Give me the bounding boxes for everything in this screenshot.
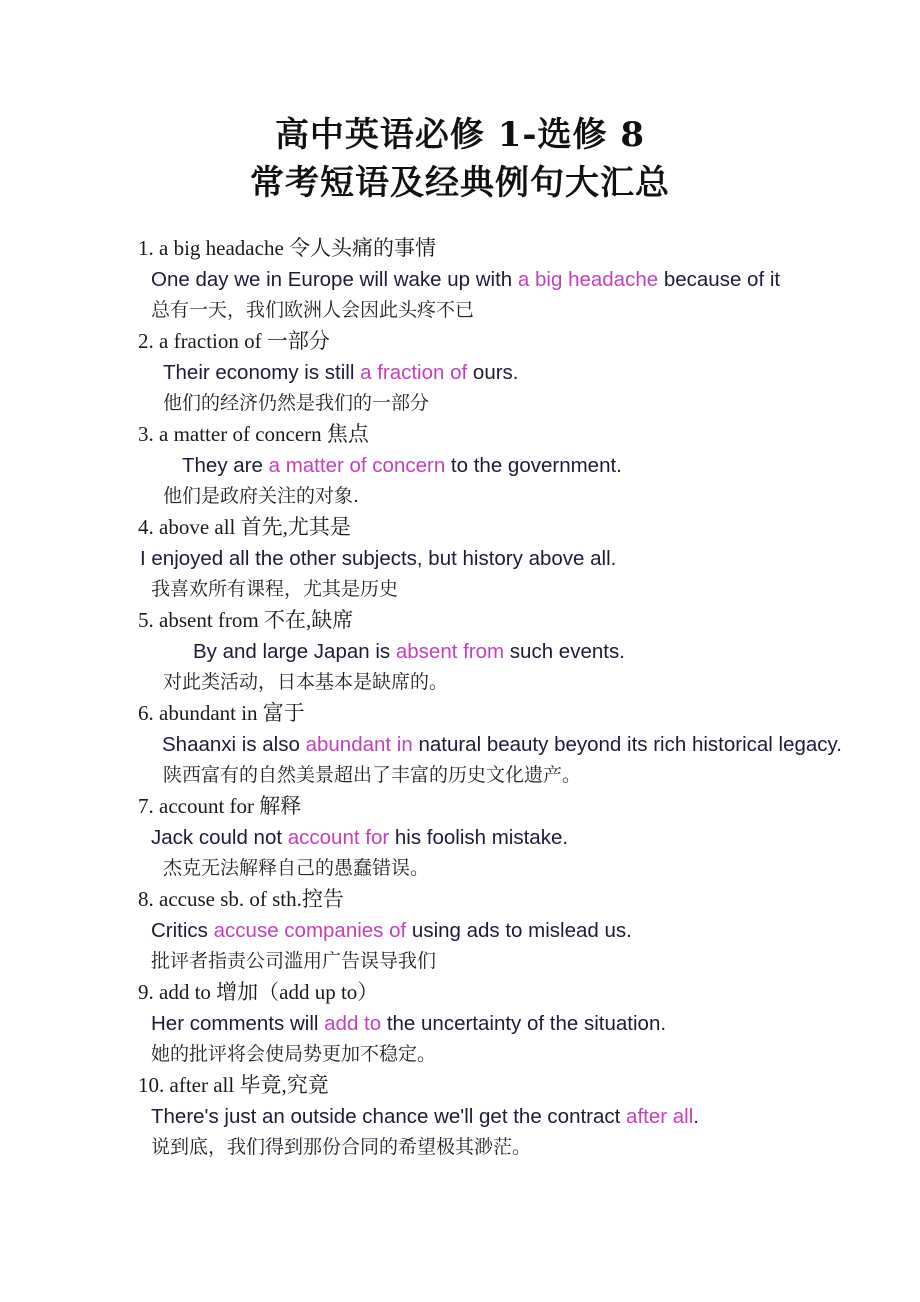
example-sentence [138, 822, 898, 853]
phrase-list [138, 233, 898, 1163]
highlighted-phrase: accuse companies of [213, 919, 407, 942]
example-text: There's just an outside chance we'll get the contract [151, 1105, 627, 1128]
example-text: natural beauty beyond its rich historical legacy. [412, 733, 842, 756]
example-text: Jack could not [151, 826, 288, 849]
phrase-heading: 10. after all 毕竟,究竟 [138, 1073, 329, 1097]
highlighted-phrase: a fraction of [360, 361, 468, 384]
example-sentence [138, 543, 898, 574]
phrase-entry [138, 977, 898, 1070]
document-subtitle: 常考短语及经典例句大汇总 [250, 163, 670, 203]
example-sentence [138, 729, 878, 760]
phrase-entry [138, 326, 898, 419]
example-text: One day we in Europe will wake up with [151, 268, 518, 291]
phrase-heading: 4. above all 首先,尤其是 [138, 515, 351, 539]
highlighted-phrase: after all [626, 1105, 694, 1128]
phrase-heading: 9. add to 增加（add up to） [138, 980, 379, 1004]
phrase-entry [138, 419, 898, 512]
highlighted-phrase: a big headache [517, 268, 659, 291]
example-text: the uncertainty of the situation. [381, 1012, 667, 1035]
phrase-entry [138, 884, 898, 977]
example-text: Shaanxi is also [162, 733, 306, 756]
phrase-heading: 5. absent from 不在,缺席 [138, 608, 354, 632]
example-text: By and large Japan is [193, 640, 396, 663]
chinese-translation: 对此类活动，日本基本是缺席的。 [163, 671, 449, 693]
example-text: his foolish mistake. [389, 826, 569, 849]
example-text: such events. [504, 640, 625, 663]
phrase-entry [138, 791, 898, 884]
highlighted-phrase: add to [324, 1012, 382, 1035]
example-text: ours. [467, 361, 519, 384]
highlighted-phrase: abundant in [305, 733, 413, 756]
example-text: Her comments will [151, 1012, 325, 1035]
example-sentence [138, 357, 898, 388]
chinese-translation: 陕西富有的自然美景超出了丰富的历史文化遗产。 [163, 764, 582, 786]
phrase-entry [138, 698, 898, 791]
example-text: . [693, 1105, 699, 1128]
chinese-translation: 总有一天，我们欧洲人会因此头疼不已 [151, 299, 475, 321]
chinese-translation: 他们是政府关注的对象. [163, 485, 360, 507]
example-sentence [138, 1008, 898, 1039]
highlighted-phrase: account for [287, 826, 390, 849]
phrase-heading: 1. a big headache 令人头痛的事情 [138, 236, 437, 260]
phrase-heading: 2. a fraction of 一部分 [138, 329, 330, 353]
phrase-heading: 8. accuse sb. of sth.控告 [138, 887, 344, 911]
phrase-entry [138, 1070, 898, 1163]
highlighted-phrase: a matter of concern [268, 454, 446, 477]
phrase-heading: 7. account for 解释 [138, 794, 302, 818]
phrase-heading: 6. abundant in 富于 [138, 701, 305, 725]
example-text: I enjoyed all the other subjects, but history above all. [140, 547, 617, 570]
example-sentence [138, 1101, 898, 1132]
example-text: Their economy is still [163, 361, 361, 384]
phrase-entry [138, 512, 898, 605]
chinese-translation: 批评者指责公司滥用广告误导我们 [151, 950, 437, 972]
chinese-translation: 他们的经济仍然是我们的一部分 [163, 392, 430, 414]
phrase-heading: 3. a matter of concern 焦点 [138, 422, 369, 446]
example-sentence [138, 636, 898, 667]
chinese-translation: 她的批评将会使局势更加不稳定。 [151, 1043, 437, 1065]
example-text: using ads to mislead us. [406, 919, 632, 942]
example-text: Critics [151, 919, 214, 942]
example-sentence [138, 264, 898, 295]
highlighted-phrase: absent from [395, 640, 505, 663]
chinese-translation: 杰克无法解释自己的愚蠢错误。 [163, 857, 430, 879]
example-text: They are [182, 454, 269, 477]
phrase-entry [138, 233, 898, 326]
document-title: 高中英语必修 1-选修 8 [274, 115, 646, 155]
example-text: to the government. [445, 454, 622, 477]
phrase-entry [138, 605, 898, 698]
example-text: because of it [658, 268, 781, 291]
example-sentence [138, 450, 898, 481]
chinese-translation: 说到底，我们得到那份合同的希望极其渺茫。 [151, 1136, 532, 1158]
example-sentence [138, 915, 898, 946]
chinese-translation: 我喜欢所有课程，尤其是历史 [151, 578, 399, 600]
